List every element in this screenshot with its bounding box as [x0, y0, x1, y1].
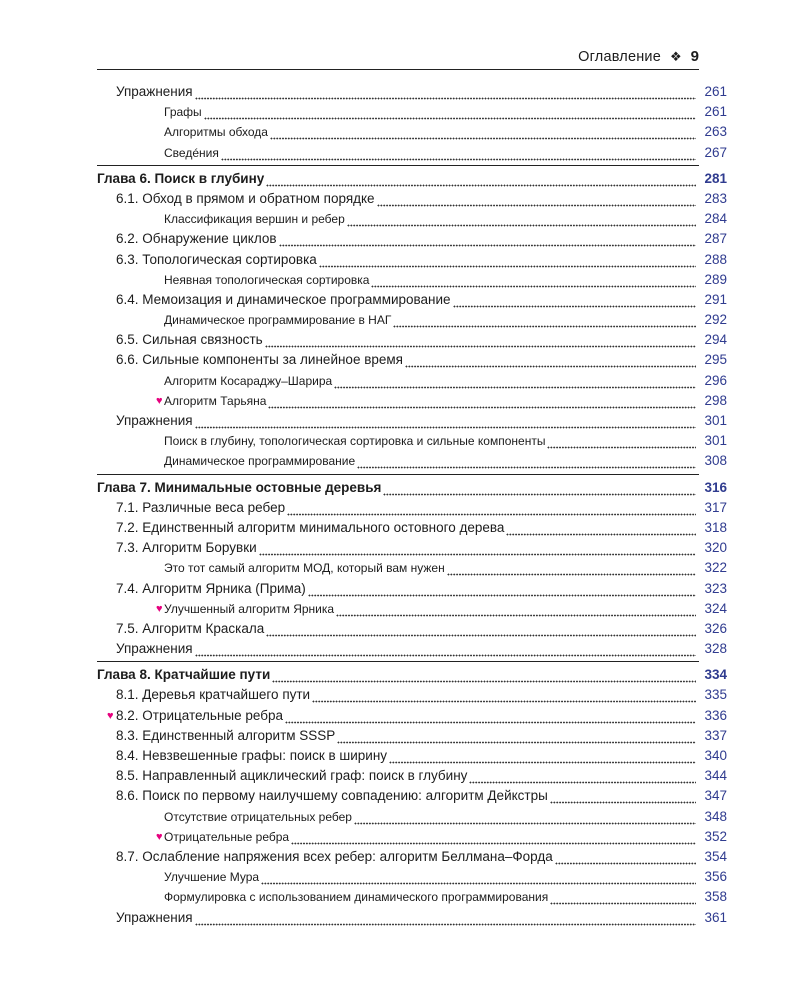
- toc-entry-title: 8.5. Направленный ациклический граф: поиск в глубину: [116, 768, 468, 784]
- toc-entry-page: 361: [704, 909, 727, 925]
- toc-entry-page: 348: [704, 808, 727, 824]
- dot-leader: [270, 122, 696, 142]
- toc-entry-sub[interactable]: [97, 887, 727, 907]
- toc-entry-section[interactable]: [97, 786, 727, 806]
- toc-entry-title: Алгоритмы обхода: [164, 125, 268, 140]
- toc-entry-section[interactable]: [97, 766, 727, 786]
- toc-entry-title: Классификация вершин и ребер: [164, 212, 345, 227]
- toc-entry-title: Глава 7. Минимальные остовные деревья: [97, 479, 382, 495]
- toc-entry-sub[interactable]: [97, 807, 727, 827]
- toc-entry-section[interactable]: [97, 330, 727, 350]
- dot-leader: [334, 371, 696, 391]
- dot-leader: [266, 619, 696, 639]
- toc-entry-title: Улучшенный алгоритм Ярника: [164, 601, 335, 616]
- toc-entry-title: Упражнения: [116, 413, 193, 428]
- toc-entry-page: 263: [704, 124, 727, 140]
- table-of-contents: [97, 82, 727, 928]
- dot-leader: [389, 746, 696, 766]
- toc-entry-page: 320: [704, 540, 727, 556]
- toc-entry-page: 301: [704, 433, 727, 449]
- toc-entry-title: 6.6. Сильные компоненты за линейное время: [116, 352, 403, 368]
- toc-entry-page: 326: [704, 620, 727, 636]
- toc-entry-title: 8.1. Деревья кратчайшего пути: [116, 687, 311, 703]
- toc-entry-title: 7.5. Алгоритм Краскала: [116, 620, 265, 636]
- heart-icon: ♥: [107, 709, 114, 722]
- toc-entry-title: 6.2. Обнаружение циклов: [116, 231, 277, 247]
- toc-entry-title: Формулировка с использованием динамического программирования: [164, 890, 549, 905]
- toc-entry-chapter[interactable]: [97, 665, 727, 685]
- toc-entry-title: Упражнения: [116, 641, 193, 657]
- toc-entry-page: 291: [704, 291, 727, 307]
- toc-entry-page: 296: [704, 372, 727, 388]
- toc-entry-sub[interactable]: [97, 599, 727, 619]
- toc-entry-section[interactable]: [97, 685, 727, 705]
- toc-entry-sub[interactable]: [97, 391, 727, 411]
- toc-entry-page: 335: [704, 687, 727, 703]
- toc-entry-page: 292: [704, 312, 727, 328]
- dot-leader: [354, 807, 696, 827]
- header-title: Оглавление: [578, 49, 661, 65]
- toc-entry-section[interactable]: [97, 639, 727, 659]
- toc-entry-page: 323: [704, 580, 727, 596]
- toc-entry-title: Глава 8. Кратчайшие пути: [97, 667, 271, 683]
- chapter-divider: [97, 165, 699, 166]
- toc-entry-section[interactable]: [97, 411, 727, 431]
- toc-entry-title: Динамическое программирование: [164, 454, 356, 469]
- toc-entry-section[interactable]: [97, 538, 727, 558]
- toc-entry-title: Алгоритм Косараджу–Шарира: [164, 373, 333, 388]
- toc-entry-section[interactable]: [97, 579, 727, 599]
- toc-entry-page: 337: [704, 727, 727, 743]
- dot-leader: [469, 766, 696, 786]
- toc-entry-page: 358: [704, 889, 727, 905]
- toc-entry-sub[interactable]: [97, 558, 727, 578]
- dot-leader: [279, 229, 696, 249]
- toc-entry-section[interactable]: [97, 908, 727, 928]
- toc-entry-page: 261: [704, 104, 727, 120]
- dot-leader: [265, 330, 696, 350]
- toc-entry-chapter[interactable]: [97, 169, 727, 189]
- toc-entry-section[interactable]: [97, 250, 727, 270]
- heart-icon: ♥: [156, 830, 163, 843]
- dot-leader: [285, 706, 696, 726]
- toc-entry-page: 344: [704, 768, 727, 784]
- dot-leader: [266, 169, 696, 189]
- toc-entry-page: 352: [704, 828, 727, 844]
- toc-entry-page: 318: [704, 519, 727, 535]
- dot-leader: [337, 726, 696, 746]
- toc-entry-title: 7.1. Различные веса ребер: [116, 499, 286, 515]
- toc-entry-sub[interactable]: [97, 431, 727, 451]
- toc-entry-page: 322: [704, 560, 727, 576]
- toc-entry-page: 298: [704, 392, 727, 408]
- toc-entry-sub[interactable]: [97, 102, 727, 122]
- toc-entry-title: Отрицательные ребра: [164, 829, 290, 844]
- toc-entry-page: 261: [704, 84, 727, 99]
- toc-entry-section[interactable]: [97, 229, 727, 249]
- toc-entry-title: Неявная топологическая сортировка: [164, 272, 370, 287]
- dot-leader: [204, 102, 696, 122]
- toc-entry-title: Сведéния: [164, 145, 219, 160]
- toc-entry-title: 6.1. Обход в прямом и обратном порядке: [116, 190, 375, 206]
- toc-entry-title: Динамическое программирование в НАГ: [164, 313, 392, 328]
- dot-leader: [347, 209, 696, 229]
- toc-entry-title: Упражнения: [116, 84, 193, 99]
- toc-entry-sub[interactable]: [97, 867, 727, 887]
- toc-entry-page: 288: [704, 251, 727, 267]
- heart-icon: ♥: [156, 394, 163, 407]
- toc-entry-sub[interactable]: [97, 827, 727, 847]
- chapter-divider: [97, 661, 699, 662]
- toc-entry-section[interactable]: [97, 847, 727, 867]
- toc-entry-title: Это тот самый алгоритм МОД, который вам нужен: [164, 561, 445, 576]
- toc-entry-title: Глава 6. Поиск в глубину: [97, 170, 265, 186]
- header-right: [578, 47, 699, 67]
- toc-entry-section[interactable]: [97, 619, 727, 639]
- dot-leader: [453, 290, 696, 310]
- toc-entry-page: 283: [704, 190, 727, 206]
- toc-entry-title: Улучшение Мура: [164, 870, 260, 885]
- dot-leader: [506, 518, 696, 538]
- toc-entry-page: 294: [704, 332, 727, 348]
- toc-entry-page: 289: [704, 271, 727, 287]
- dot-leader: [383, 478, 696, 498]
- toc-entry-title: 7.3. Алгоритм Борувки: [116, 540, 257, 556]
- toc-entry-title: Графы: [164, 105, 202, 120]
- dot-leader: [195, 82, 696, 102]
- toc-entry-title: Алгоритм Тарьяна: [164, 393, 267, 408]
- toc-entry-section[interactable]: [97, 706, 727, 726]
- toc-entry-section[interactable]: [97, 189, 727, 209]
- toc-entry-title: 6.5. Сильная связность: [116, 332, 263, 348]
- dot-leader: [195, 908, 696, 928]
- dot-leader: [550, 786, 696, 806]
- dot-leader: [319, 250, 696, 270]
- toc-entry-sub[interactable]: [97, 209, 727, 229]
- dot-leader: [287, 498, 696, 518]
- dot-leader: [371, 270, 696, 290]
- heart-icon: ♥: [156, 602, 163, 615]
- toc-entry-page: 317: [704, 499, 727, 515]
- dot-leader: [393, 310, 696, 330]
- dot-leader: [195, 411, 696, 431]
- toc-entry-section[interactable]: [97, 350, 727, 370]
- toc-entry-page: 324: [704, 600, 727, 616]
- toc-entry-section[interactable]: [97, 518, 727, 538]
- dot-leader: [261, 867, 696, 887]
- toc-entry-section[interactable]: [97, 290, 727, 310]
- dot-leader: [221, 143, 696, 163]
- running-header: [97, 47, 699, 70]
- toc-entry-title: 6.3. Топологическая сортировка: [116, 251, 317, 267]
- toc-entry-page: 281: [704, 170, 727, 186]
- header-page-number: 9: [690, 48, 699, 65]
- dot-leader: [550, 887, 696, 907]
- toc-entry-title: 7.2. Единственный алгоритм минимального остовного дерева: [116, 519, 505, 535]
- toc-entry-page: 340: [704, 748, 727, 763]
- dot-leader: [312, 685, 696, 705]
- toc-entry-page: 336: [704, 707, 727, 723]
- dot-leader: [259, 538, 696, 558]
- toc-entry-page: 295: [704, 352, 727, 368]
- dot-leader: [377, 189, 696, 209]
- dot-leader: [547, 431, 696, 451]
- dot-leader: [357, 451, 696, 471]
- toc-entry-sub[interactable]: [97, 270, 727, 290]
- toc-entry-title: 8.4. Невзвешенные графы: поиск в ширину: [116, 748, 388, 763]
- dot-leader: [555, 847, 696, 867]
- toc-entry-section[interactable]: [97, 498, 727, 518]
- toc-entry-sub[interactable]: [97, 371, 727, 391]
- toc-entry-section[interactable]: [97, 726, 727, 746]
- dot-leader: [336, 599, 696, 619]
- toc-entry-chapter[interactable]: [97, 478, 727, 498]
- toc-entry-page: 316: [704, 479, 727, 495]
- toc-entry-page: 301: [704, 413, 727, 428]
- dot-leader: [268, 391, 696, 411]
- toc-entry-page: 354: [704, 848, 727, 864]
- chapter-divider: [97, 474, 699, 475]
- ornament-icon: ❖: [670, 49, 682, 64]
- dot-leader: [195, 639, 696, 659]
- dot-leader: [447, 558, 696, 578]
- dot-leader: [405, 350, 696, 370]
- toc-entry-title: 8.6. Поиск по первому наилучшему совпадению: алгоритм Дейкстры: [116, 788, 548, 804]
- toc-entry-title: 7.4. Алгоритм Ярника (Прима): [116, 580, 306, 596]
- toc-entry-title: 8.7. Ослабление напряжения всех ребер: алгоритм Беллмана–Форда: [116, 848, 553, 864]
- dot-leader: [291, 827, 696, 847]
- toc-entry-sub[interactable]: [97, 122, 727, 142]
- toc-entry-page: 308: [704, 453, 727, 469]
- toc-entry-sub[interactable]: [97, 143, 727, 163]
- toc-entry-title: 8.2. Отрицательные ребра: [116, 707, 283, 723]
- toc-entry-title: 6.4. Мемоизация и динамическое программирование: [116, 291, 451, 307]
- toc-entry-page: 267: [704, 144, 727, 160]
- toc-entry-title: Поиск в глубину, топологическая сортировка и сильные компоненты: [164, 434, 546, 449]
- toc-entry-sub[interactable]: [97, 310, 727, 330]
- dot-leader: [308, 579, 696, 599]
- toc-entry-page: 328: [704, 641, 727, 657]
- dot-leader: [272, 665, 696, 685]
- toc-entry-section[interactable]: [97, 82, 727, 102]
- toc-entry-page: 356: [704, 869, 727, 885]
- toc-entry-title: Упражнения: [116, 909, 193, 925]
- toc-entry-page: 284: [704, 211, 727, 227]
- toc-entry-title: 8.3. Единственный алгоритм SSSP: [116, 727, 336, 743]
- toc-entry-sub[interactable]: [97, 451, 727, 471]
- toc-entry-page: 287: [704, 231, 727, 247]
- toc-entry-section[interactable]: [97, 746, 727, 766]
- toc-entry-page: 347: [704, 788, 727, 804]
- toc-entry-page: 334: [704, 667, 727, 683]
- toc-entry-title: Отсутствие отрицательных ребер: [164, 809, 352, 824]
